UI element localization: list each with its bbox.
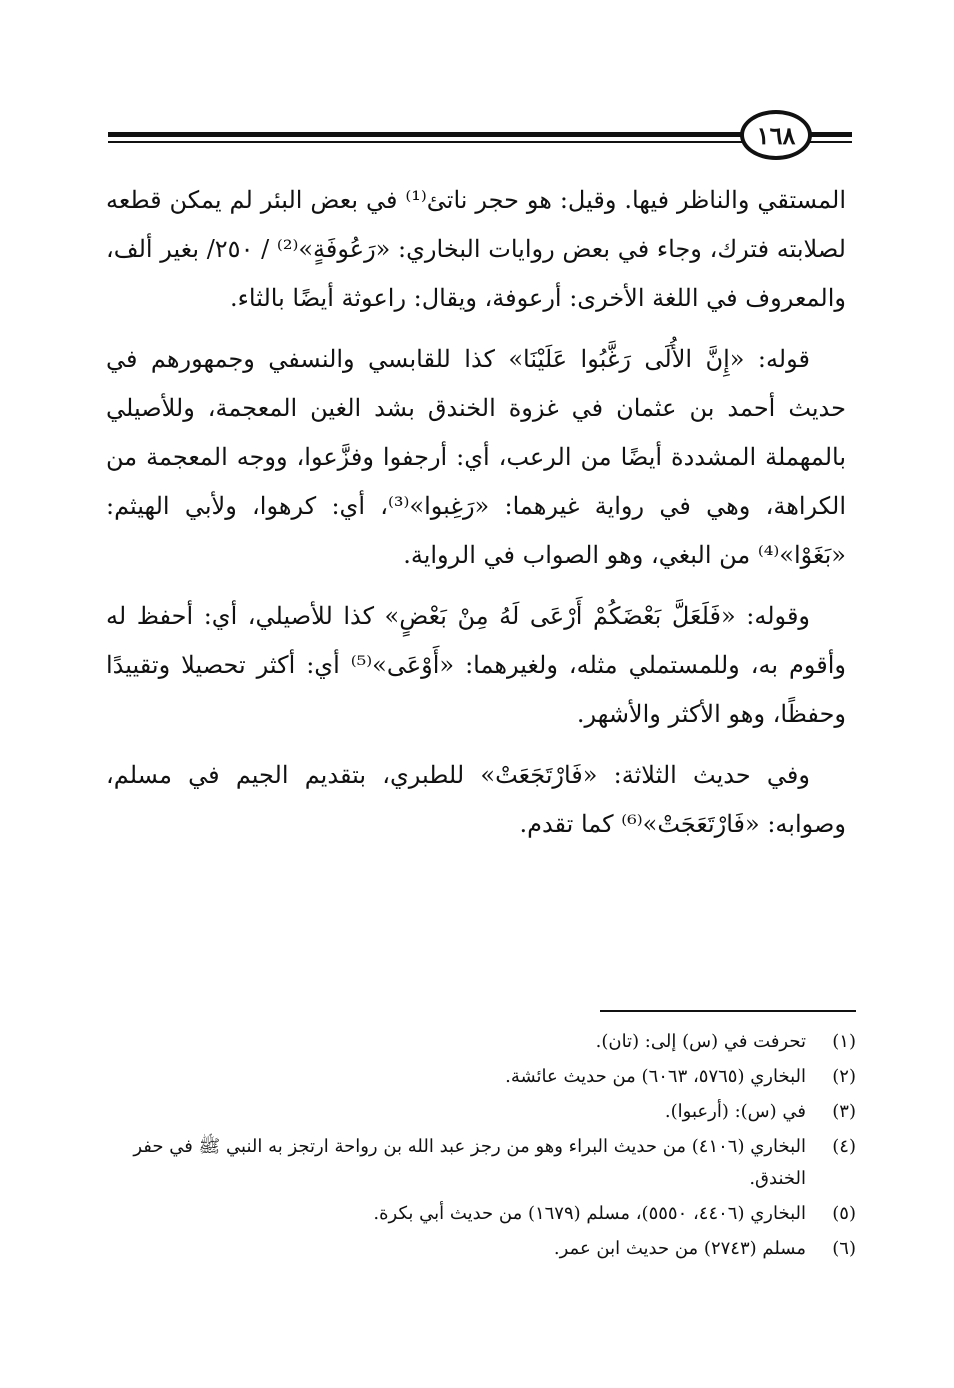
paragraph-4: وفي حديث الثلاثة: «فَارْتَجَعَتْ» للطبري، بتقديم الجيم في مسلم، وصوابه: «فَارْتَعَجَتْ»⁽⁶⁾ كما تقدم. bbox=[106, 761, 846, 838]
page-number: ١٦٨ bbox=[740, 110, 812, 160]
main-text bbox=[106, 176, 846, 861]
footnote-number: (٦) bbox=[832, 1238, 856, 1259]
footnotes bbox=[98, 1026, 856, 1268]
footnote-item bbox=[98, 1131, 856, 1195]
footnote-text: البخاري (٥٧٦٥، ٦٠٦٣) من حديث عائشة. bbox=[505, 1066, 806, 1087]
footnote-number: (١) bbox=[832, 1031, 856, 1052]
footnote-item bbox=[98, 1026, 856, 1058]
footnote-number: (٥) bbox=[832, 1203, 856, 1224]
footnote-text: مسلم (٢٧٤٣) من حديث ابن عمر. bbox=[553, 1238, 806, 1259]
footnote-text: البخاري (٤١٠٦) من حديث البراء وهو من رجز عبد الله بن رواحة ارتجز به النبي ﷺ في حفر الخندق. bbox=[133, 1136, 806, 1189]
footnote-item bbox=[98, 1233, 856, 1265]
footnote-number: (٣) bbox=[832, 1101, 856, 1122]
footnote-item bbox=[98, 1096, 856, 1128]
paragraph-2: قوله: «إِنَّ الأُلَى رَغَّبُوا عَلَيْنَا» كذا للقابسي والنسفي وجمهورهم في حديث أحمد بن عثمان في غزوة الخندق بشد الغين المعجمة، وللأصيلي بالمهملة المشددة أيضًا من الرعب، أي: أرجفوا وفزَّعوا، ووجه المعجمة من الكراهة، وهي في رواية غيرهما: «رَغِبوا»⁽³⁾، أي: كرهوا، ولأبي الهيثم: «بَغَوْا»⁽⁴⁾ من البغي، وهو الصواب في الرواية. bbox=[106, 345, 847, 569]
footnote-text: البخاري (٤٤٠٦، ٥٥٥٠)، مسلم (١٦٧٩) من حديث أبي بكرة. bbox=[373, 1203, 806, 1224]
footnote-item bbox=[98, 1061, 856, 1093]
header-rule-left-thin bbox=[108, 141, 744, 143]
header-rule-right-thin bbox=[808, 141, 852, 143]
header-rule-left bbox=[108, 132, 744, 137]
page-header bbox=[108, 110, 852, 160]
footnote-number: (٢) bbox=[832, 1066, 856, 1087]
header-rule-right bbox=[808, 132, 852, 137]
footnote-number: (٤) bbox=[832, 1136, 856, 1157]
paragraph-1: المستقي والناظر فيها. وقيل: هو حجر ناتئ⁽¹⁾ في بعض البئر لم يمكن قطعه لصلابته فترك، وجاء في بعض روايات البخاري: «رَعُوفَةٍ»⁽²⁾ / ٢٥٠/ بغير ألف، والمعروف في اللغة الأخرى: أرعوفة، ويقال: راعوثة أيضًا بالثاء. bbox=[106, 186, 847, 312]
paragraph-3: وقوله: «فَلَعَلَّ بَعْضَكُمْ أَرْعَى لَهُ مِنْ بَعْضٍ» كذا للأصيلي، أي: أحفظ له وأقوم به، وللمستملي مثله، ولغيرهما: «أَوْعَى»⁽⁵⁾ أي: أكثر تحصيلا وتقييدًا وحفظًا، وهو الأكثر والأشهر. bbox=[106, 602, 846, 728]
footnote-text: تحرفت في (س) إلى: (تان). bbox=[595, 1031, 806, 1052]
footnote-separator bbox=[600, 1010, 856, 1012]
footnote-text: في (س): (أرعبوا). bbox=[664, 1101, 806, 1122]
footnote-item bbox=[98, 1198, 856, 1230]
